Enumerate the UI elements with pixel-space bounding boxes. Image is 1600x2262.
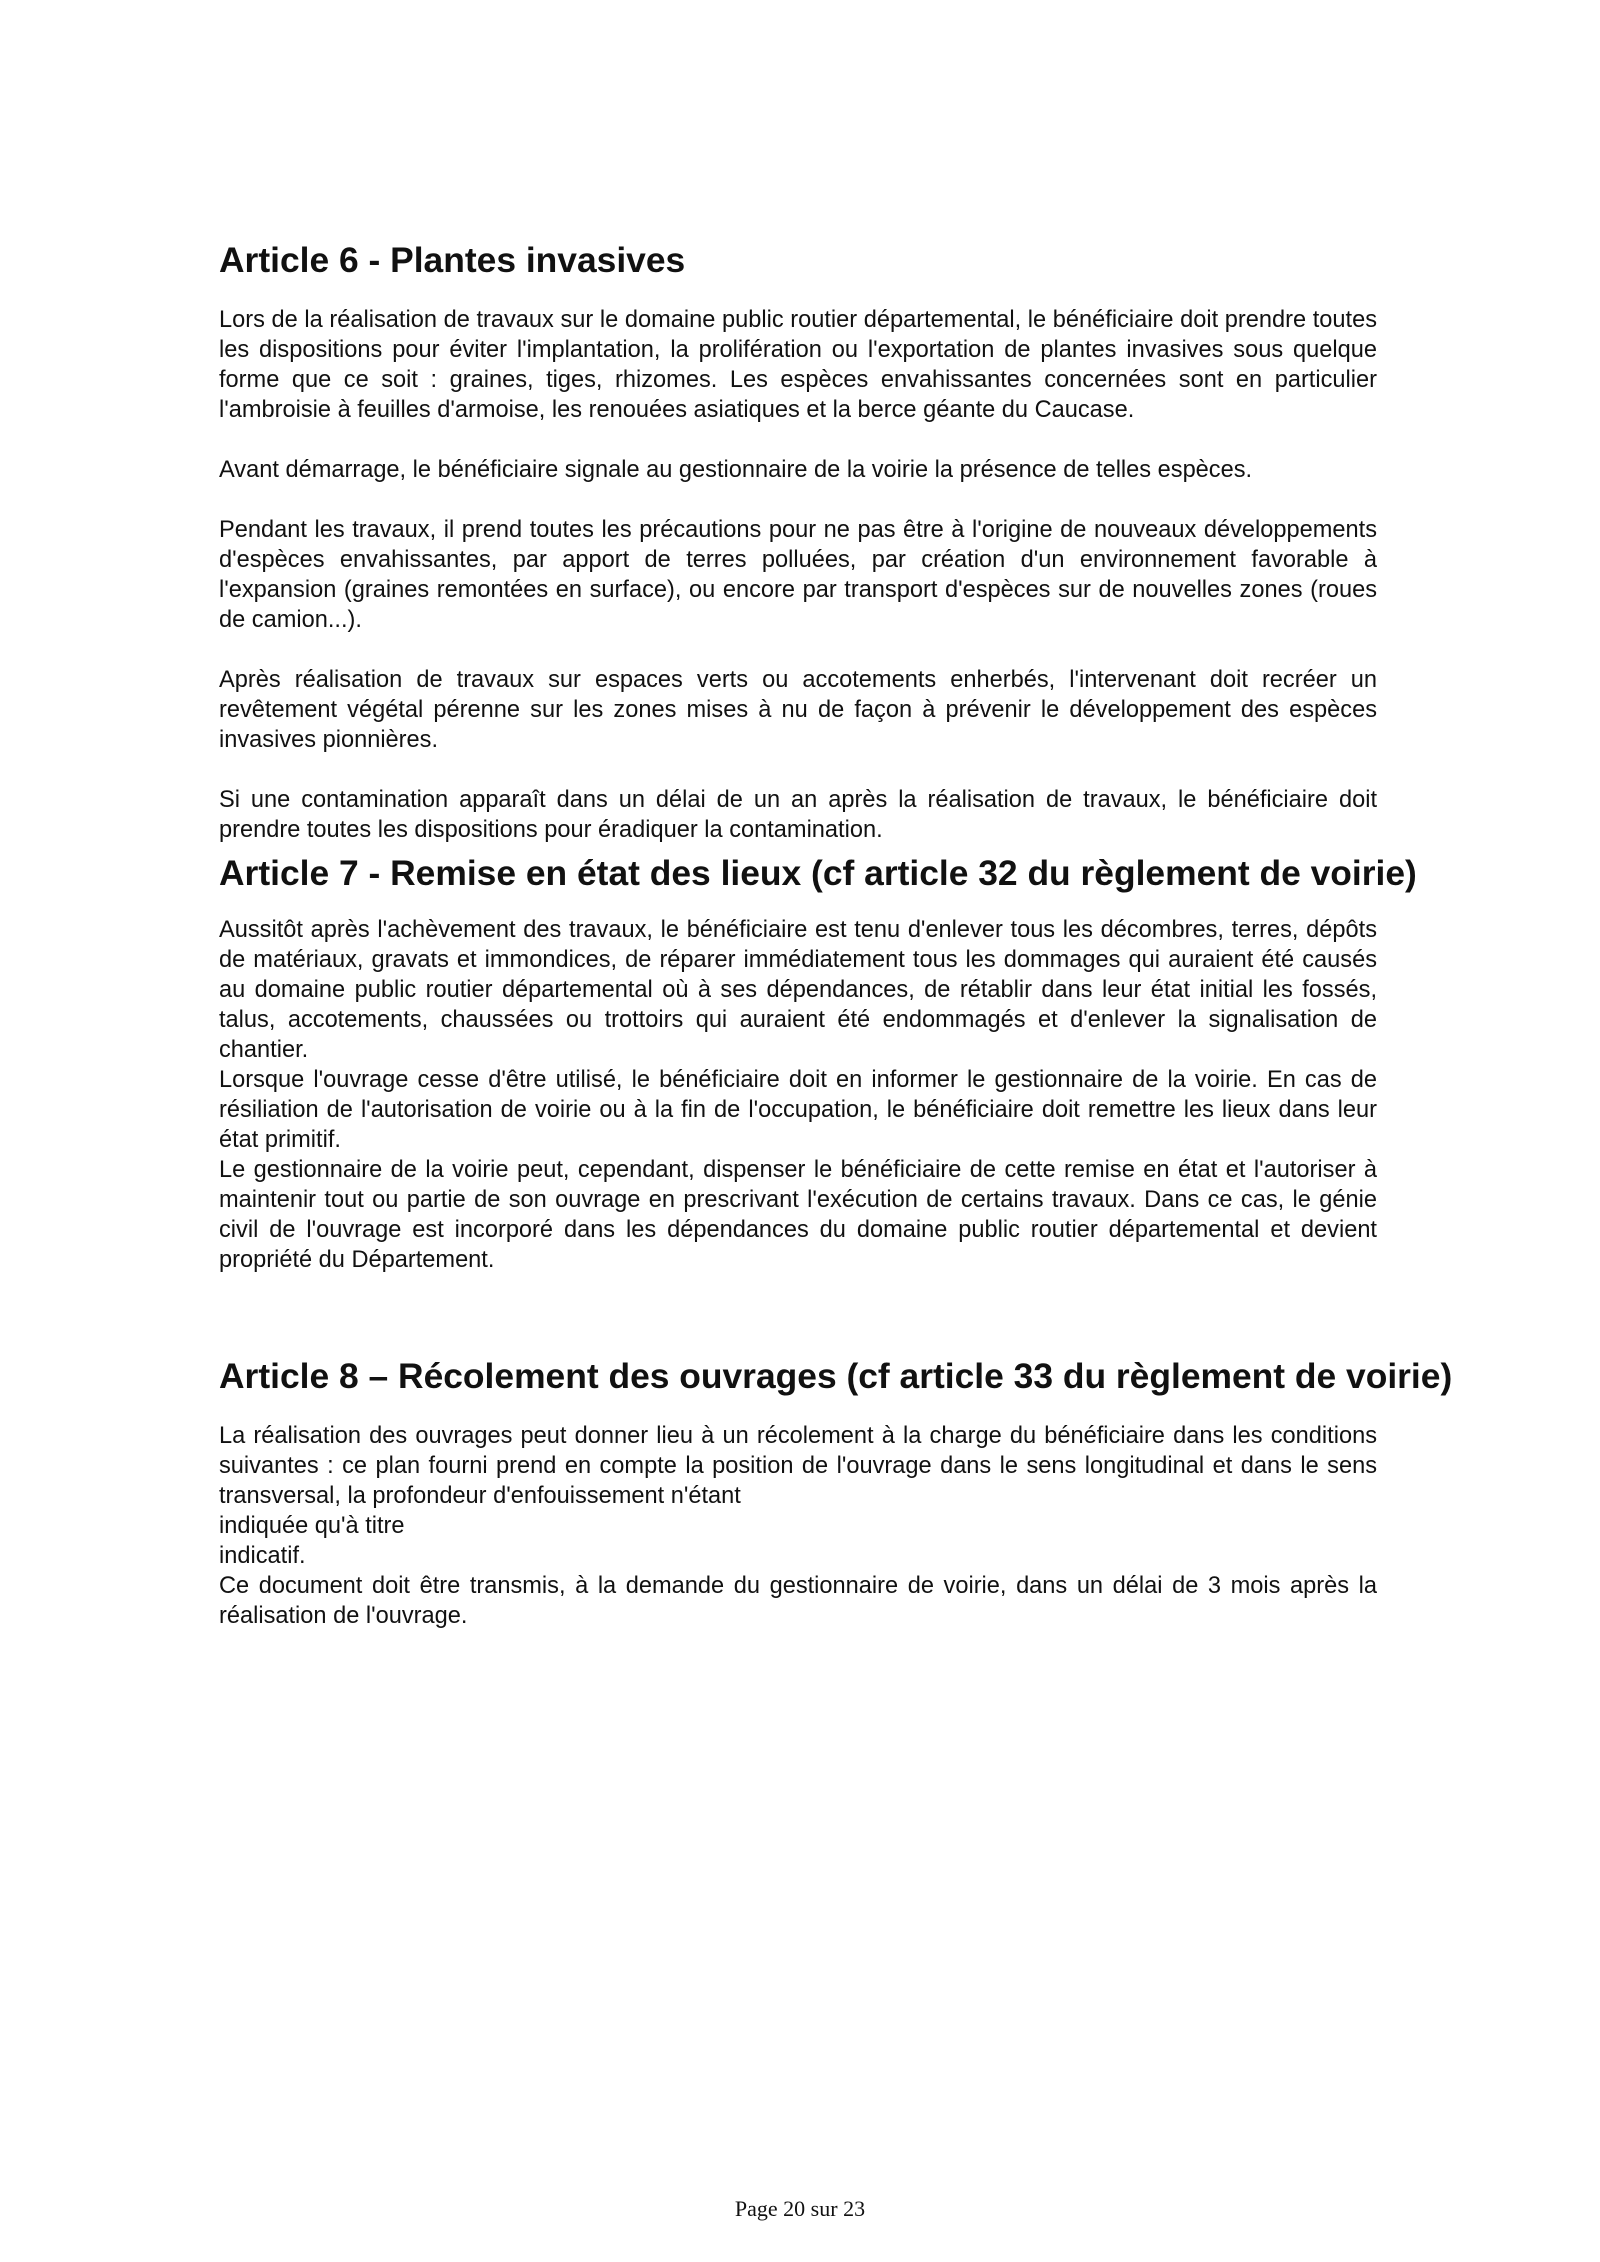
article-7-paragraph-3: Le gestionnaire de la voirie peut, cependant, dispenser le bénéficiaire de cette remise en état et l'autoriser à maintenir tout ou partie de son ouvrage en prescrivant l'exécution de certains travaux. Dans ce cas, le génie civil de l'ouvrage est incorporé dans les dépendances du domaine public routier départemental et devient propriété du Département.	[219, 1157, 1377, 1273]
article-6-heading: Article 6 - Plantes invasives	[219, 240, 686, 280]
article-7-paragraph-1: Aussitôt après l'achèvement des travaux, le bénéficiaire est tenu d'enlever tous les décombres, terres, dépôts de matériaux, gravats et immondices, de réparer immédiatement tous les dommages qui auraient été causés au domaine public routier départemental où à ses dépendances, de rétablir dans leur état initial les fossés, talus, accotements, chaussées ou trottoirs qui auraient été endommagés et d'enlever la signalisation de chantier.	[219, 917, 1377, 1063]
article-8-paragraph-1-line-3: indicatif.	[219, 1543, 306, 1569]
article-8-heading: Article 8 – Récolement des ouvrages (cf article 33 du règlement de voirie)	[219, 1356, 1453, 1396]
article-6-paragraph-2: Avant démarrage, le bénéficiaire signale au gestionnaire de la voirie la présence de telles espèces.	[219, 457, 1253, 483]
article-6-paragraph-4: Après réalisation de travaux sur espaces verts ou accotements enherbés, l'intervenant doit recréer un revêtement végétal pérenne sur les zones mises à nu de façon à prévenir le développement des espèces invasives pionnières.	[219, 667, 1377, 753]
page-number: Page 20 sur 23	[734, 2196, 866, 2221]
article-7-paragraph-2: Lorsque l'ouvrage cesse d'être utilisé, le bénéficiaire doit en informer le gestionnaire de la voirie. En cas de résiliation de l'autorisation de voirie ou à la fin de l'occupation, le bénéficiaire doit remettre les lieux dans leur état primitif.	[219, 1067, 1377, 1153]
article-8-paragraph-1-line-2: indiquée qu'à titre	[219, 1513, 405, 1539]
article-8-paragraph-1: La réalisation des ouvrages peut donner lieu à un récolement à la charge du bénéficiaire dans les conditions suivantes : ce plan fourni prend en compte la position de l'ouvrage dans le sens longitudinal et dans le sens transversal, la profondeur d'enfouissement n'étant	[219, 1423, 1377, 1509]
article-6-paragraph-1: Lors de la réalisation de travaux sur le domaine public routier départemental, le bénéficiaire doit prendre toutes les dispositions pour éviter l'implantation, la prolifération ou l'exportation de plantes invasives sous quelque forme que ce soit : graines, tiges, rhizomes. Les espèces envahissantes concernées sont en particulier l'ambroisie à feuilles d'armoise, les renouées asiatiques et la berce géante du Caucase.	[219, 307, 1377, 423]
article-6-paragraph-5: Si une contamination apparaît dans un délai de un an après la réalisation de travaux, le bénéficiaire doit prendre toutes les dispositions pour éradiquer la contamination.	[219, 787, 1377, 843]
article-7-heading: Article 7 - Remise en état des lieux (cf article 32 du règlement de voirie)	[219, 853, 1417, 893]
article-8-paragraph-2: Ce document doit être transmis, à la demande du gestionnaire de voirie, dans un délai de 3 mois après la réalisation de l'ouvrage.	[219, 1573, 1377, 1629]
document-body	[219, 240, 1453, 1631]
article-6-paragraph-3: Pendant les travaux, il prend toutes les précautions pour ne pas être à l'origine de nouveaux développements d'espèces envahissantes, par apport de terres polluées, par création d'un environnement favorable à l'expansion (graines remontées en surface), ou encore par transport d'espèces sur de nouvelles zones (roues de camion...).	[219, 517, 1377, 633]
